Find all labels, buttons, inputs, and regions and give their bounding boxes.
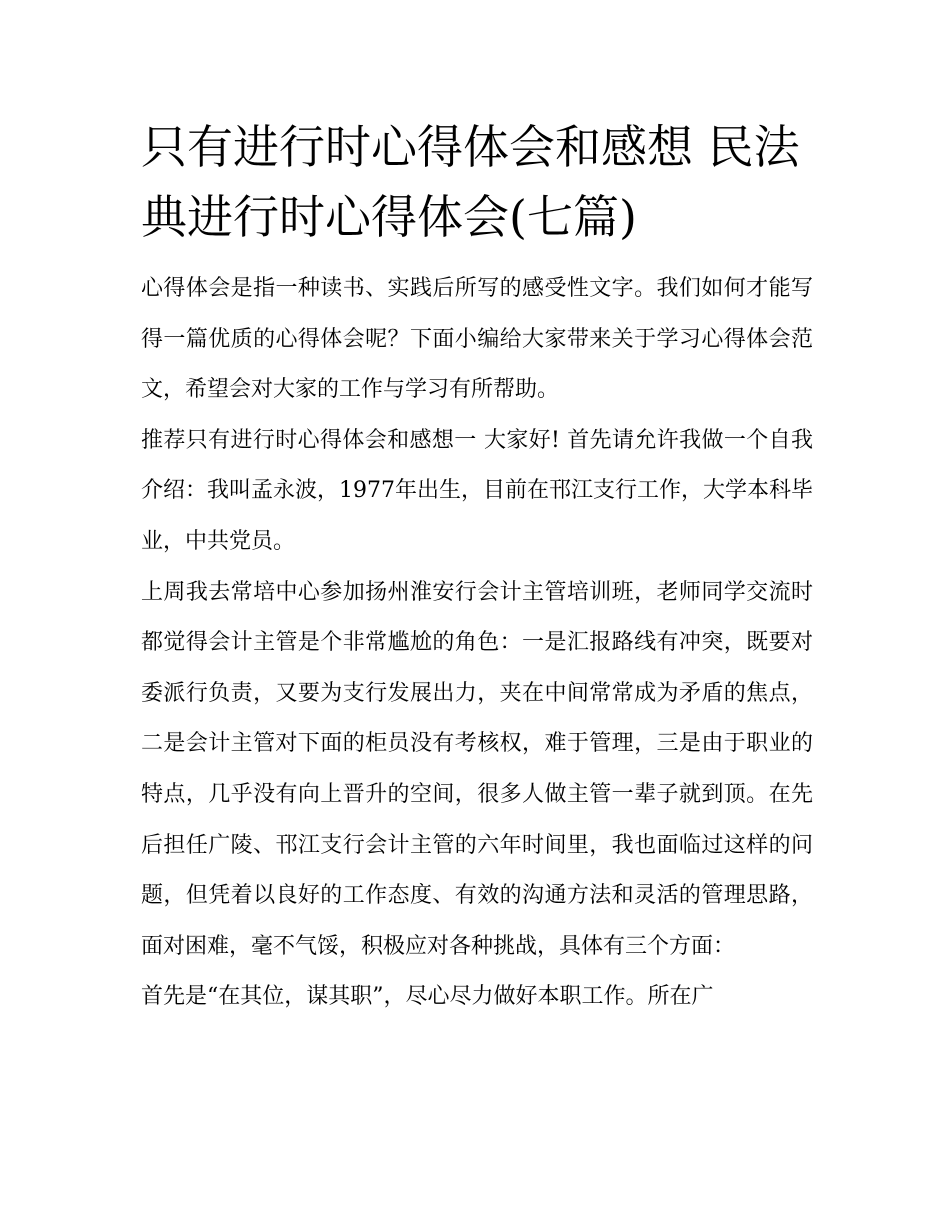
paragraph-self-introduction: 推荐只有进行时心得体会和感想一 大家好! 首先请允许我做一个自我介绍：我叫孟永波，1977年出生，目前在邗江支行工作，大学本科毕业，中共党员。 bbox=[141, 427, 813, 554]
paragraph-first-point: 首先是“在其位，谋其职”，尽心尽力做好本职工作。所在广 bbox=[141, 984, 714, 1010]
document-title: 只有进行时心得体会和感想 民法典进行时心得体会(七篇) bbox=[141, 120, 800, 244]
document-body bbox=[141, 112, 813, 1023]
paragraph-intro: 心得体会是指一种读书、实践后所写的感受性文字。我们如何才能写得一篇优质的心得体会呢？下面小编给大家带来关于学习心得体会范文，希望会对大家的工作与学习有所帮助。 bbox=[141, 276, 813, 403]
paragraph-training-experience: 上周我去常培中心参加扬州淮安行会计主管培训班，老师同学交流时都觉得会计主管是个非常尴尬的角色：一是汇报路线有冲突，既要对委派行负责，又要为支行发展出力，夹在中间常常成为矛盾的焦点，二是会计主管对下面的柜员没有考核权，难于管理，三是由于职业的特点，几乎没有向上晋升的空间，很多人做主管一辈子就到顶。在先后担任广陵、邗江支行会计主管的六年时间里，我也面临过这样的问题，但凭着以良好的工作态度、有效的沟通方法和灵活的管理思路，面对困难，毫不气馁，积极应对各种挑战，具体有三个方面： bbox=[141, 579, 813, 959]
title-spacer bbox=[141, 252, 813, 264]
